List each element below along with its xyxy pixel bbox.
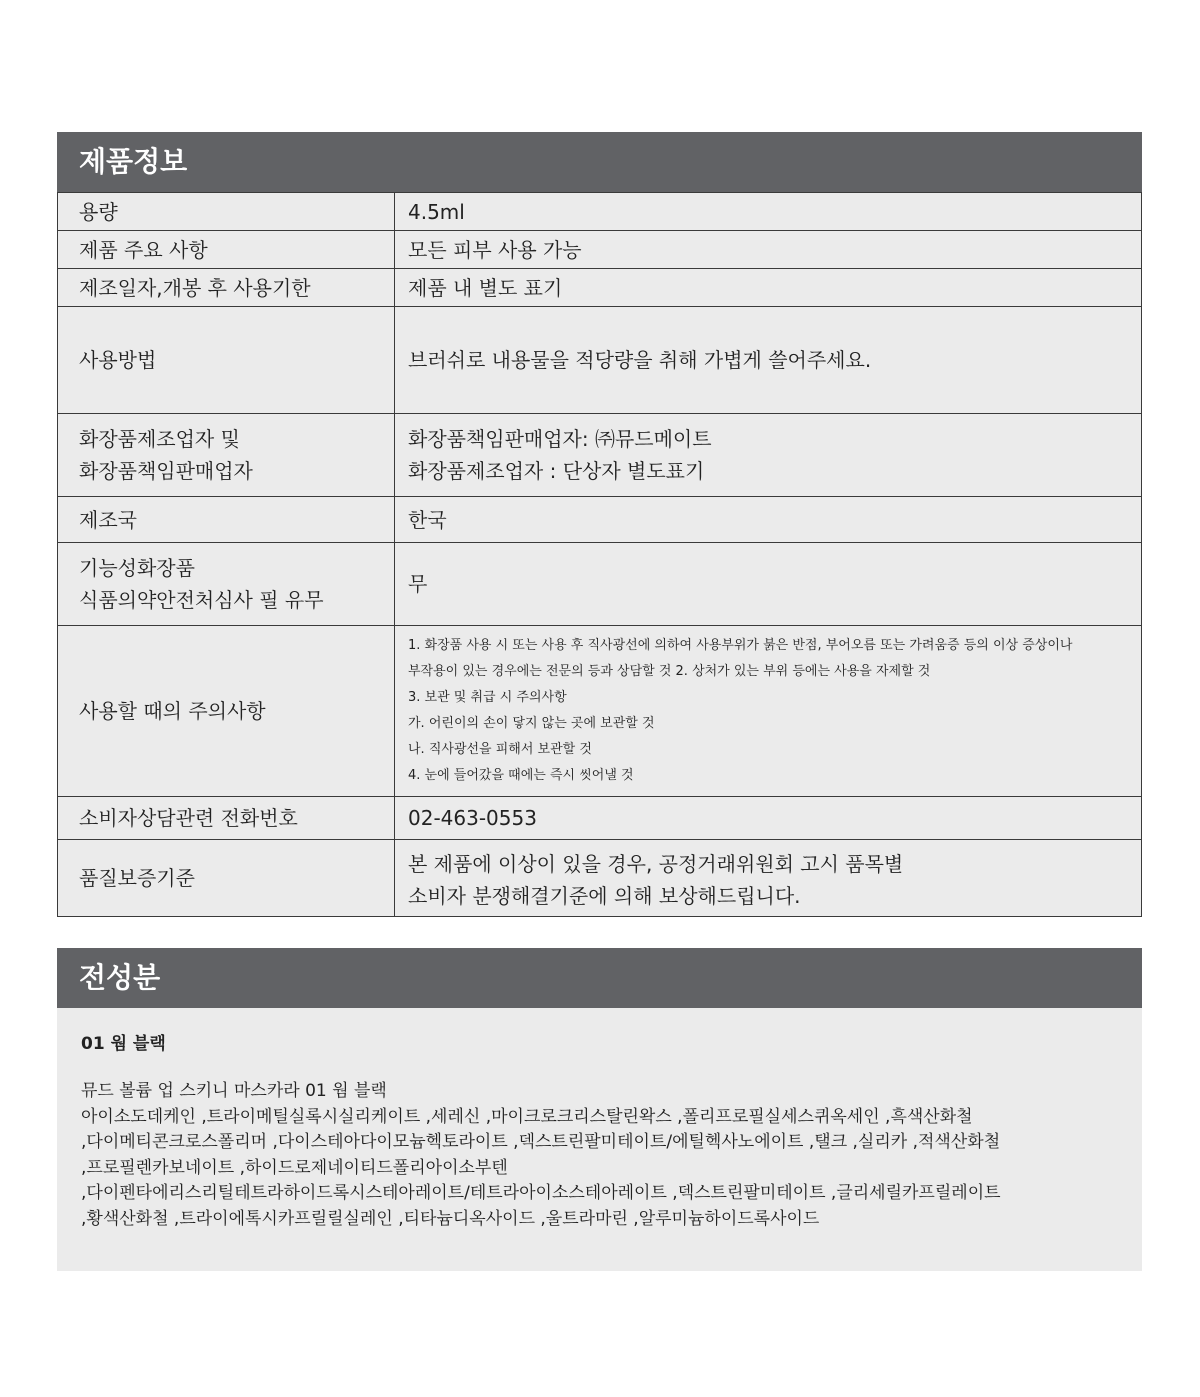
row-label-line: 화장품제조업자 및 (79, 427, 240, 451)
table-row (58, 797, 1142, 840)
row-label-line: 식품의약안전처심사 필 유무 (79, 588, 324, 612)
row-value (395, 414, 1142, 497)
row-value-line: 화장품제조업자 : 단상자 별도표기 (408, 459, 705, 483)
row-label: 사용방법 (58, 307, 395, 414)
table-row (58, 626, 1142, 797)
row-label: 소비자상담관련 전화번호 (58, 797, 395, 840)
row-label: 제조일자,개봉 후 사용기한 (58, 269, 395, 307)
row-value: 모든 피부 사용 가능 (395, 231, 1142, 269)
caution-line: 부작용이 있는 경우에는 전문의 등과 상담할 것 2. 상처가 있는 부위 등에는 사용을 자제할 것 (408, 664, 931, 679)
row-label: 품질보증기준 (58, 840, 395, 917)
table-row (58, 307, 1142, 414)
row-value-line: 소비자 분쟁해결기준에 의해 보상해드립니다. (408, 884, 801, 908)
row-label: 제품 주요 사항 (58, 231, 395, 269)
ingredient-line: ,다이메티콘크로스폴리머 ,다이스테아다이모늄헥토라이트 ,덱스트린팔미테이트/에틸헥사노에이트 ,탤크 ,실리카 ,적색산화철 (81, 1132, 1001, 1152)
caution-line: 1. 화장품 사용 시 또는 사용 후 직사광선에 의하여 사용부위가 붉은 반점, 부어오름 또는 가려움증 등의 이상 증상이나 (408, 638, 1073, 653)
row-label: 제조국 (58, 497, 395, 543)
row-value: 무 (395, 543, 1142, 626)
row-label: 사용할 때의 주의사항 (58, 626, 395, 797)
ingredient-line: 아이소도데케인 ,트라이메틸실록시실리케이트 ,세레신 ,마이크로크리스탈린왁스 ,폴리프로필실세스퀴옥세인 ,흑색산화철 (81, 1106, 973, 1127)
product-info-table (57, 192, 1142, 917)
row-value: 4.5ml (395, 193, 1142, 231)
row-label-line: 화장품책임판매업자 (79, 459, 253, 483)
row-value: 02-463-0553 (395, 797, 1142, 840)
table-row (58, 231, 1142, 269)
row-value-line: 본 제품에 이상이 있을 경우, 공정거래위원회 고시 품목별 (408, 852, 904, 876)
row-label: 용량 (58, 193, 395, 231)
table-row (58, 414, 1142, 497)
row-value (395, 626, 1142, 797)
ingredient-line: ,프로필렌카보네이트 ,하이드로제네이티드폴리아이소부텐 (81, 1157, 508, 1178)
row-value: 브러쉬로 내용물을 적당량을 취해 가볍게 쓸어주세요. (395, 307, 1142, 414)
caution-line: 가. 어린이의 손이 닿지 않는 곳에 보관할 것 (408, 716, 655, 731)
table-row (58, 840, 1142, 917)
table-row (58, 193, 1142, 231)
table-row (58, 543, 1142, 626)
caution-line: 4. 눈에 들어갔을 때에는 즉시 씻어낼 것 (408, 768, 634, 783)
product-info-title: 제품정보 (57, 132, 1142, 192)
row-value-line: 화장품책임판매업자: ㈜뮤드메이트 (408, 427, 712, 451)
ingredients-panel (57, 1008, 1142, 1271)
row-value (395, 840, 1142, 917)
ingredients-title: 전성분 (57, 948, 1142, 1008)
ingredient-line: ,다이펜타에리스리틸테트라하이드록시스테아레이트/테트라아이소스테아레이트 ,덱스트린팔미테이트 ,글리세릴카프릴레이트 (81, 1183, 1001, 1203)
color-name: 01 웜 블랙 (81, 1034, 166, 1054)
table-row (58, 497, 1142, 543)
ingredient-line: ,황색산화철 ,트라이에톡시카프릴릴실레인 ,티타늄디옥사이드 ,울트라마린 ,알루미늄하이드록사이드 (81, 1208, 820, 1229)
row-label (58, 414, 395, 497)
row-value: 제품 내 별도 표기 (395, 269, 1142, 307)
caution-line: 3. 보관 및 취급 시 주의사항 (408, 690, 567, 705)
row-value: 한국 (395, 497, 1142, 543)
ingredient-line: 뮤드 볼륨 업 스키니 마스카라 01 웜 블랙 (81, 1081, 387, 1101)
table-row (58, 269, 1142, 307)
row-label-line: 기능성화장품 (79, 556, 195, 580)
caution-line: 나. 직사광선을 피해서 보관할 것 (408, 742, 592, 757)
row-label (58, 543, 395, 626)
